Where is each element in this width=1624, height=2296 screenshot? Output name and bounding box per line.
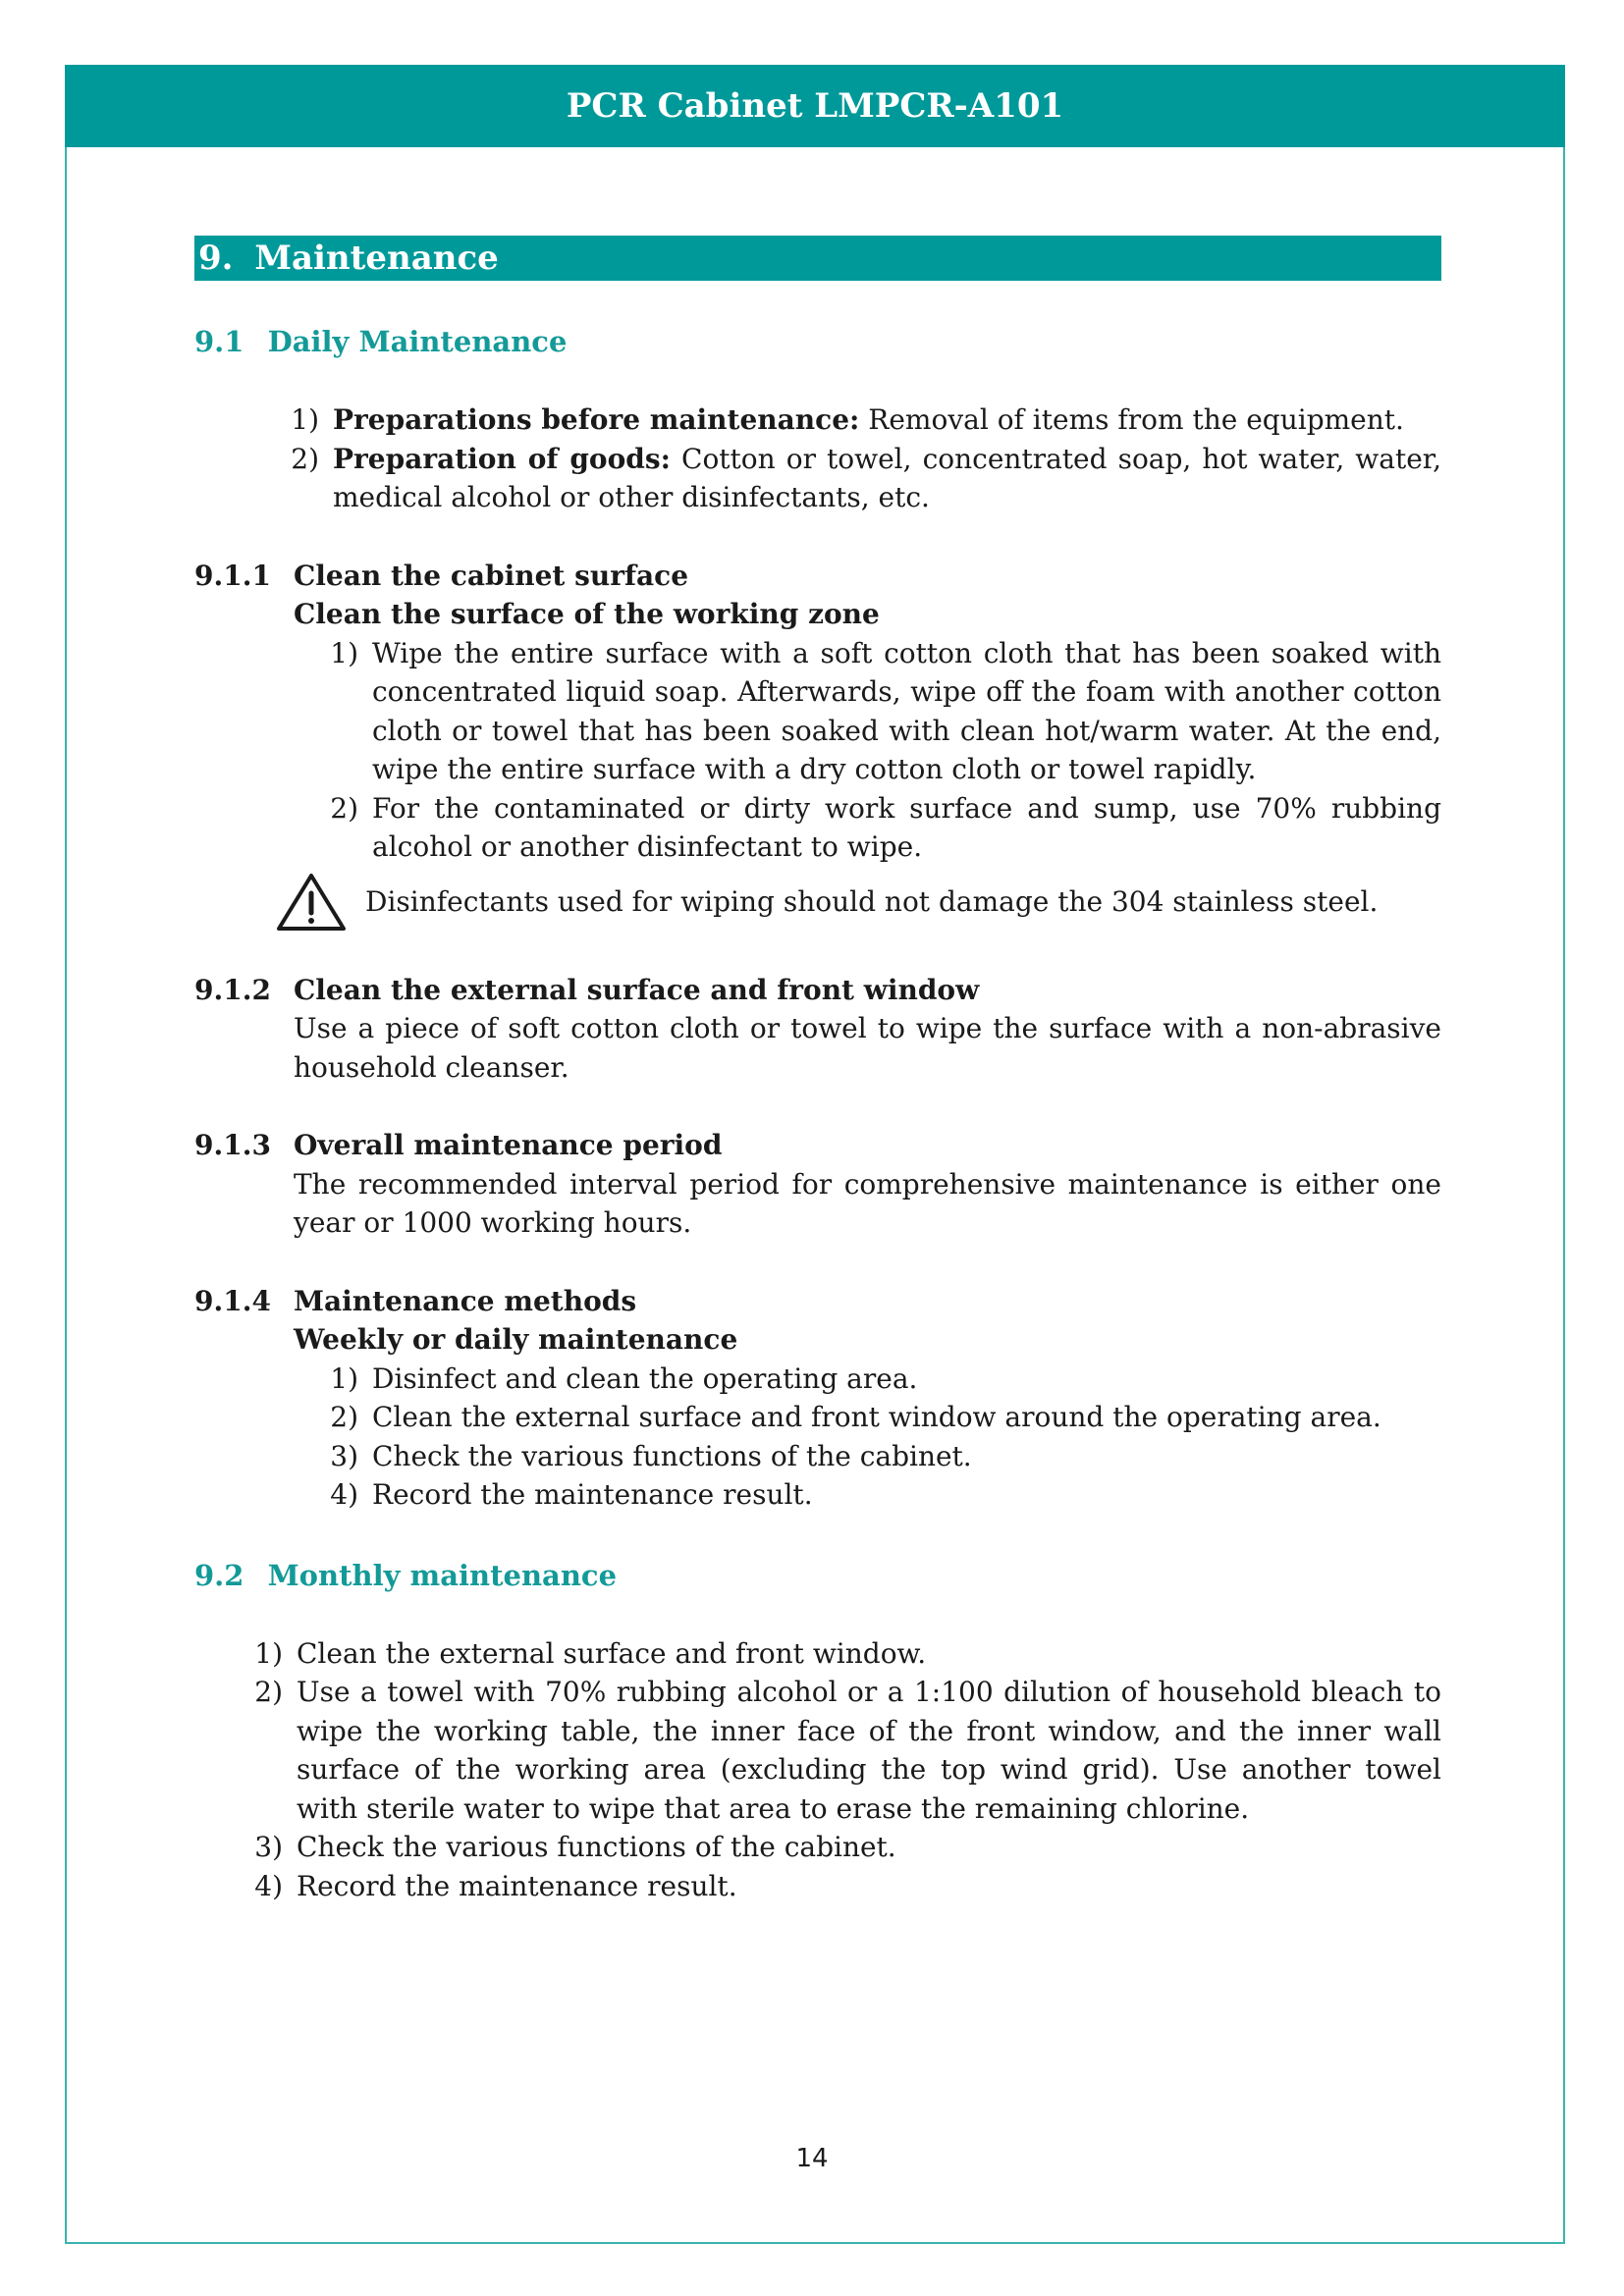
subsection-title: Daily Maintenance <box>267 325 568 358</box>
list-bold-label: Preparation of goods: <box>333 442 671 475</box>
list-text: Disinfect and clean the operating area. <box>372 1362 918 1395</box>
list-number: 4) <box>330 1478 358 1511</box>
list-item <box>194 1398 1441 1437</box>
warning-note <box>194 873 1441 932</box>
list-text: Check the various functions of the cabinet. <box>372 1439 972 1472</box>
subsection-title: Monthly maintenance <box>267 1558 618 1592</box>
list-text: Record the maintenance result. <box>372 1478 813 1511</box>
section-title: Maintenance <box>254 239 499 278</box>
heading-code: 9.1.4 <box>194 1284 271 1317</box>
heading-title: Clean the external surface and front window <box>294 973 980 1006</box>
subsection-heading-daily <box>194 322 1441 361</box>
list-number: 3) <box>254 1831 283 1863</box>
list-text: Clean the external surface and front window. <box>297 1636 927 1670</box>
list-item <box>194 1634 1441 1674</box>
list-text: Use a towel with 70% rubbing alcohol or a 1:100 dilution of household bleach to wipe the working table, the inner face of the front window, and the inner wall surface of the working area (excluding the top wind grid). Use another towel with sterile water to wipe that area to erase the remaining chlorine. <box>297 1676 1441 1825</box>
paragraph: Use a piece of soft cotton cloth or towel to wipe the surface with a non-abrasive household cleanser. <box>294 1012 1441 1084</box>
list-text: Wipe the entire surface with a soft cotton cloth that has been soaked with concentrated liquid soap. Afterwards, wipe off the foam with another cotton cloth or towel that has been soaked with clean hot/warm water. At the end, wipe the entire surface with a dry cotton cloth or towel rapidly. <box>372 636 1441 785</box>
heading-code: 9.1.1 <box>194 559 271 592</box>
list-number: 1) <box>330 1362 358 1395</box>
sub-heading: Weekly or daily maintenance <box>294 1323 738 1356</box>
list-number: 3) <box>330 1439 358 1472</box>
spacer <box>194 361 1441 400</box>
list-item <box>194 1475 1441 1515</box>
list-text: For the contaminated or dirty work surface and sump, use 70% rubbing alcohol or another disinfectant to wipe. <box>372 791 1441 863</box>
list-item <box>194 634 1441 789</box>
list-number: 2) <box>254 1676 283 1708</box>
heading-title: Clean the cabinet surface <box>294 559 689 592</box>
list-text: Record the maintenance result. <box>297 1869 737 1902</box>
heading-9-1-1 <box>194 557 1441 596</box>
page-number: 14 <box>795 2144 829 2173</box>
list-number: 2) <box>330 791 358 825</box>
subsection-number: 9.2 <box>194 1558 244 1592</box>
warning-text: Disinfectants used for wiping should not damage the 304 stainless steel. <box>365 884 1379 918</box>
list-body: Cotton or towel, concentrated soap, hot water, water, medical alcohol or other disinfectants, etc. <box>333 442 1441 513</box>
list-number: 4) <box>254 1869 283 1902</box>
list-number: 2) <box>291 442 319 475</box>
list-item <box>194 440 1441 517</box>
list-item <box>194 789 1441 867</box>
list-item <box>194 1867 1441 1906</box>
list-bold-label: Preparations before maintenance: <box>333 403 860 436</box>
document-title: PCR Cabinet LMPCR-A101 <box>566 86 1064 126</box>
heading-code: 9.1.2 <box>194 973 271 1006</box>
list-text: Check the various functions of the cabinet. <box>297 1831 896 1863</box>
list-text: Clean the external surface and front window around the operating area. <box>372 1401 1381 1433</box>
spacer <box>194 1595 1441 1634</box>
list-item <box>194 1673 1441 1828</box>
heading-title: Overall maintenance period <box>294 1129 723 1161</box>
heading-code: 9.1.3 <box>194 1129 271 1161</box>
heading-title: Maintenance methods <box>294 1284 637 1317</box>
list-text <box>333 440 1441 517</box>
list-number: 1) <box>330 636 358 669</box>
list-body: Removal of items from the equipment. <box>859 403 1404 436</box>
page-content <box>194 236 1441 1905</box>
subsection-heading-monthly <box>194 1556 1441 1595</box>
heading-9-1-4 <box>194 1282 1441 1321</box>
list-number: 1) <box>291 403 319 436</box>
section-number: 9. <box>198 239 234 278</box>
document-header <box>65 65 1565 147</box>
heading-9-1-3 <box>194 1126 1441 1165</box>
heading-9-1-2 <box>194 971 1441 1010</box>
list-number: 2) <box>330 1401 358 1433</box>
list-number: 1) <box>254 1636 283 1670</box>
list-text <box>333 400 1441 440</box>
sub-heading: Clean the surface of the working zone <box>294 598 880 630</box>
subsection-number: 9.1 <box>194 325 244 358</box>
paragraph: The recommended interval period for comprehensive maintenance is either one year or 1000 working hours. <box>294 1167 1441 1239</box>
list-item <box>194 1437 1441 1476</box>
section-heading <box>194 236 1441 281</box>
list-item <box>194 1828 1441 1867</box>
list-item <box>194 400 1441 440</box>
list-item <box>194 1360 1441 1399</box>
warning-icon <box>275 872 348 933</box>
